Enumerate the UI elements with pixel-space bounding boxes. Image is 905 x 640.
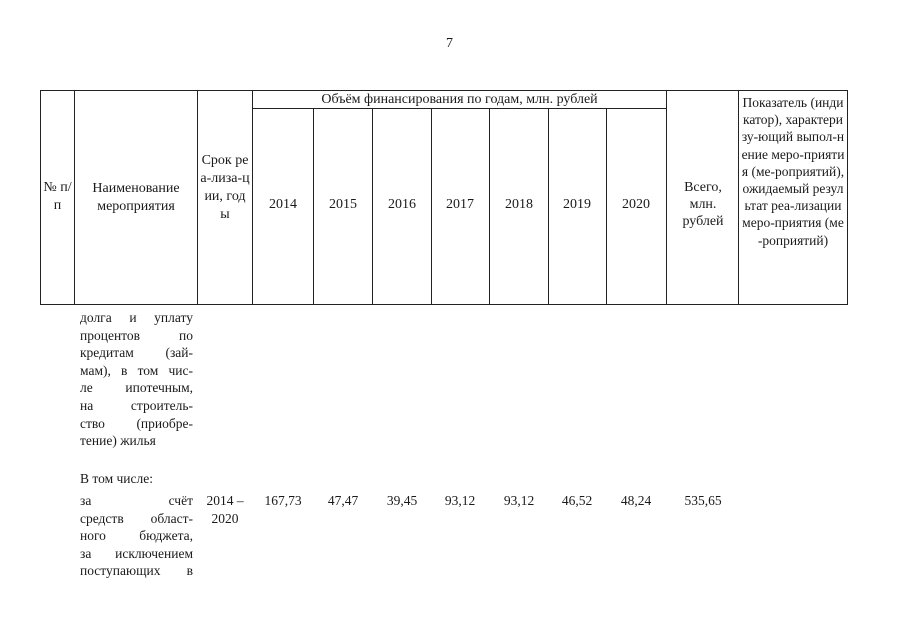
value-2020: 48,24	[620, 493, 652, 508]
value-total: 535,65	[684, 493, 722, 508]
text-line: на строитель-	[80, 397, 193, 413]
header-indicator: Показатель (индикатор), характеризу-ющий выпол-нение меро-приятия (ме-роприятий), ожидаемый результат реа-лизации меро-приятия (ме-роприятий)	[741, 95, 845, 248]
value-2017: 93,12	[444, 493, 476, 508]
value-2015: 47,47	[327, 493, 359, 508]
continuation-text	[80, 309, 193, 450]
page-number: 7	[446, 36, 453, 51]
header-year-2015: 2015	[329, 197, 357, 212]
value-2014: 167,73	[264, 493, 302, 508]
text-line: ного бюджета,	[80, 528, 193, 544]
sub-item-term	[199, 492, 251, 527]
header-year-2018: 2018	[505, 197, 533, 212]
text-line: средств област-	[80, 510, 193, 526]
header-year-2019: 2019	[563, 197, 591, 212]
text-line: тение) жилья	[80, 433, 156, 449]
in-that-number-label: В том числе:	[80, 471, 153, 486]
header-year-2016: 2016	[388, 197, 416, 212]
text-line: мам), в том чис-	[80, 362, 193, 378]
value-2016: 39,45	[386, 493, 418, 508]
text-line: кредитам (зай-	[80, 345, 193, 361]
term-line-1: 2014 –	[206, 493, 244, 508]
header-total: Всего, млн. рублей	[682, 180, 724, 229]
text-line: за счёт	[80, 493, 193, 508]
value-2018: 93,12	[503, 493, 535, 508]
text-line: долга и уплату	[80, 310, 193, 325]
header-num: № п/п	[43, 180, 72, 213]
text-line: ле ипотечным,	[80, 380, 193, 396]
header-year-2014: 2014	[269, 197, 297, 212]
header-year-2020: 2020	[622, 197, 650, 212]
text-line: за исключением	[80, 545, 193, 561]
header-year-2017: 2017	[446, 197, 474, 212]
header-term: Срок реа-лиза-ции, годы	[200, 153, 250, 222]
value-2019: 46,52	[561, 493, 593, 508]
text-line: процентов по	[80, 327, 193, 343]
term-line-2: 2020	[211, 510, 239, 526]
text-line: ство (приобре-	[80, 415, 193, 431]
header-funding-group: Объём финансирования по годам, млн. рублей	[321, 92, 598, 107]
text-line: поступающих в	[80, 563, 193, 579]
header-name: Наименование мероприятия	[92, 181, 180, 214]
sub-item-text	[80, 492, 193, 580]
